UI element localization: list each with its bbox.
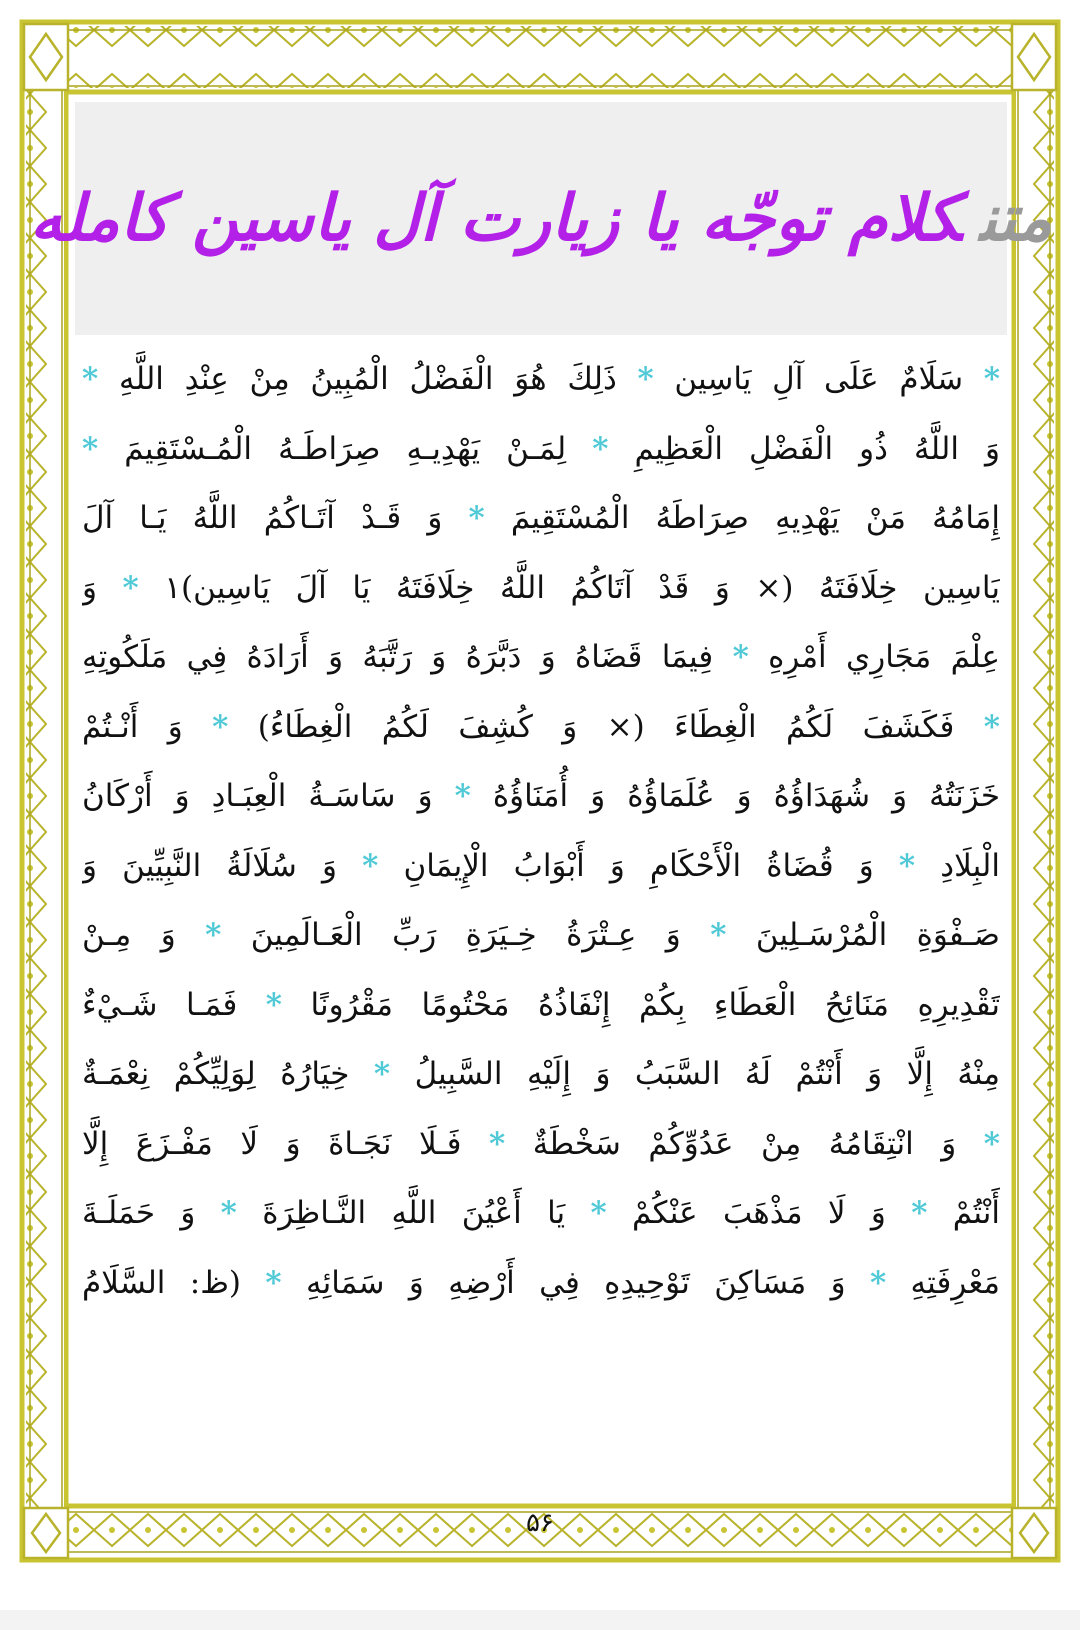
text-line: مَعْرِفَتِهِ * وَ مَسَاكِنَ تَوْحِيدِهِ فِي أَرْضِهِ وَ سَمَائِهِ * (ظ: السَّلَامُ	[82, 1264, 1000, 1301]
text-line: الْبِلَادِ * وَ قُضَاةُ الْأَحْكَامِ وَ أَبْوَابُ الْإِيمَانِ * وَ سُلَالَةُ النَّبِيِّينَ وَ	[82, 847, 1000, 884]
text-line: يَاسِين خِلَافَتَهُ (× وَ قَدْ آتَاكُمُ اللَّهُ خِلَافَتَهُ يَا آلَ يَاسِين)١ * وَ	[82, 569, 1000, 606]
text-line: * وَ انْتِقَامُهُ مِنْ عَدُوِّكُمْ سَخْطَةٌ * فَـلَا نَجَـاةَ وَ لَا مَفْـزَعَ إِلَّا	[82, 1125, 1000, 1162]
text-line: صَـفْوَةِ الْمُرْسَـلِينَ * وَ عِـتْرَةُ خِـيَرَةِ رَبِّ الْعَـالَمِينَ * وَ مِـنْ	[82, 917, 1000, 953]
text-line: مِنْهُ إِلَّا وَ أَنْتُمْ لَهُ السَّبَبُ وَ إِلَيْهِ السَّبِيلُ * خِيَارُهُ لِوَلِيِّكُمْ نِعْمَـةٌ	[82, 1056, 1000, 1092]
corner-ornament-top-right	[1012, 24, 1056, 90]
prayer-text	[82, 345, 1000, 1455]
title-prefix: متن	[979, 181, 1053, 256]
text-line: * فَكَشَفَ لَكُمُ الْغِطَاءَ (× وَ كُشِفَ لَكُمُ الْغِطَاءُ) * وَ أَنْـتُمْ	[82, 708, 1000, 745]
text-line: أَنْتُمْ * وَ لَا مَذْهَبَ عَنْكُمْ * يَا أَعْيُنَ اللَّهِ النَّـاظِرَةَ * وَ حَمَلَـةَ	[82, 1195, 1000, 1231]
text-line: خَزَنَتُهُ وَ شُهَدَاؤُهُ وَ عُلَمَاؤُهُ وَ أُمَنَاؤُهُ * وَ سَاسَـةُ الْعِبَـادِ وَ أَرْكَانُ	[82, 778, 1000, 814]
text-line: * سَلَامٌ عَلَى آلِ يَاسِين * ذَلِكَ هُوَ الْفَضْلُ الْمُبِينُ مِنْ عِنْدِ اللَّهِ *	[82, 361, 1000, 397]
title-banner	[29, 102, 1053, 335]
page-number: ۵۶	[526, 1508, 554, 1538]
text-line: تَقْدِيرِهِ مَنَائِحُ الْعَطَاءِ بِكُمْ إِنْفَاذُهُ مَحْتُومًا مَقْرُونًا * فَمَـا شَـيْءٌ	[82, 986, 1000, 1023]
bottom-strip	[0, 1610, 1080, 1630]
corner-ornament-top-left	[24, 24, 68, 90]
text-line: إِمَامُهُ مَنْ يَهْدِيهِ صِرَاطَهُ الْمُسْتَقِيمَ * وَ قَـدْ آتَـاكُمُ اللَّهُ يَـا آلَ	[82, 500, 1000, 536]
title-main: کلام توجّه یا زیارت آل یاسین کامله	[29, 181, 962, 256]
text-line: عِلْمَ مَجَارِي أَمْرِهِ * فِيمَا قَضَاهُ وَ دَبَّرَهُ وَ رَتَّبَهُ وَ أَرَادَهُ فِي مَلَكُوتِهِ	[82, 639, 1000, 675]
page-title	[30, 181, 1052, 256]
text-line: وَ اللَّهُ ذُو الْفَضْلِ الْعَظِيمِ * لِمَـنْ يَهْدِيـهِ صِرَاطَـهُ الْمُـسْتَقِيمَ *	[82, 430, 1000, 467]
